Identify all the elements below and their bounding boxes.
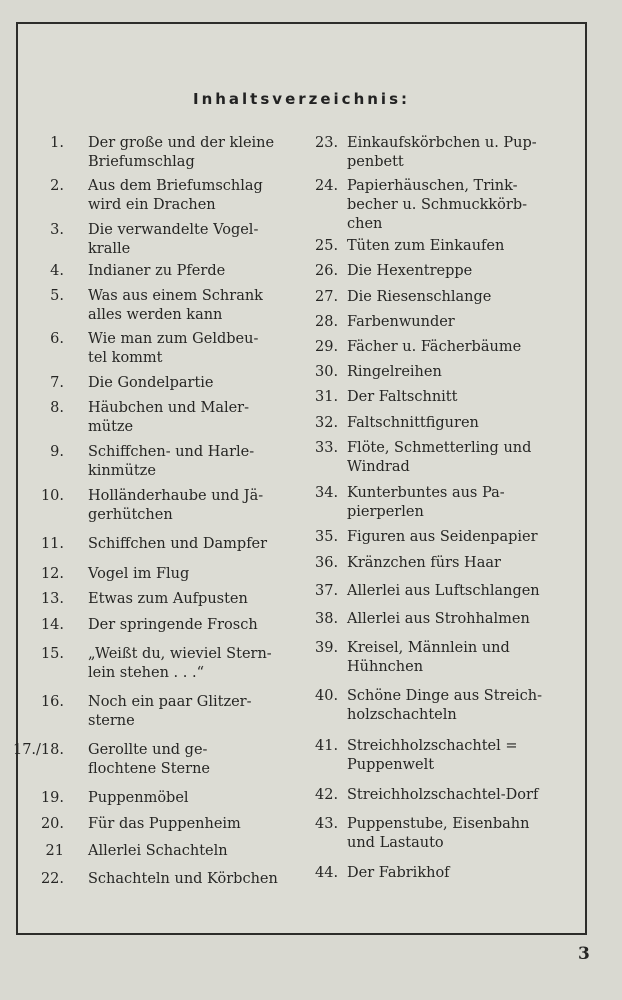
toc-entry-title-line: Indianer zu Pferde xyxy=(88,263,226,279)
toc-entry-title-line: Etwas zum Aufpusten xyxy=(88,591,248,607)
toc-entry-number: 39. xyxy=(315,640,339,656)
toc-entry-number: 27. xyxy=(315,289,339,305)
toc-entry-number: 7. xyxy=(50,375,64,391)
toc-entry-title-line: Die Hexentreppe xyxy=(347,263,473,279)
toc-entry-number: 30. xyxy=(315,364,339,380)
toc-entry-number: 10. xyxy=(40,488,64,504)
toc-entry-number: 36. xyxy=(315,555,339,571)
toc-entry-number: 22. xyxy=(40,871,64,887)
toc-entry-title-line: Hühnchen xyxy=(347,659,424,675)
toc-entry-title-line: tel kommt xyxy=(88,350,163,366)
toc-entry-title-line: Allerlei aus Strohhalmen xyxy=(347,611,530,627)
toc-entry-title-line: Faltschnittfiguren xyxy=(347,415,479,431)
toc-entry-title-line: Die Gondelpartie xyxy=(88,375,214,391)
toc-entry-title-line: Die Riesenschlange xyxy=(347,289,492,305)
toc-entry-title-line: Figuren aus Seidenpapier xyxy=(347,529,538,545)
toc-entry-title-line: wird ein Drachen xyxy=(88,197,216,213)
toc-entry-title-line: mütze xyxy=(88,419,134,435)
toc-entry-number: 1. xyxy=(50,135,64,151)
toc-entry-number: 34. xyxy=(315,485,339,501)
toc-entry-title-line: Häubchen und Maler- xyxy=(88,400,250,416)
toc-entry-number: 2. xyxy=(50,178,64,194)
toc-entry-title-line: Tüten zum Einkaufen xyxy=(347,238,505,254)
toc-entry-number: 19. xyxy=(40,790,64,806)
toc-entry-number: 35. xyxy=(315,529,339,545)
toc-entry-title-line: flochtene Sterne xyxy=(88,761,210,777)
toc-entry-title-line: Was aus einem Schrank xyxy=(88,288,263,304)
toc-entry-title-line: Der springende Frosch xyxy=(88,617,258,633)
toc-entry-title-line: sterne xyxy=(88,713,135,729)
toc-entry-title-line: Papierhäuschen, Trink- xyxy=(347,178,518,194)
toc-entry-title-line: lein stehen . . .“ xyxy=(88,665,204,681)
toc-entry-number: 38. xyxy=(315,611,339,627)
toc-entry-title-line: Farbenwunder xyxy=(347,314,455,330)
toc-entry-title-line: kralle xyxy=(88,241,131,257)
toc-entry-title-line: Für das Puppenheim xyxy=(88,816,241,832)
toc-entry-title-line: Puppenstube, Eisenbahn xyxy=(347,816,530,832)
toc-entry-title-line: Schiffchen- und Harle- xyxy=(88,444,255,460)
toc-entry-title-line: Schachteln und Körbchen xyxy=(88,871,278,887)
toc-entry-title-line: Vogel im Flug xyxy=(88,566,190,582)
toc-entry-number: 16. xyxy=(40,694,64,710)
toc-entry-title-line: und Lastauto xyxy=(347,835,444,851)
toc-entry-number: 43. xyxy=(315,816,339,832)
toc-entry-title-line: Briefumschlag xyxy=(88,154,195,170)
toc-entry-title-line: Schiffchen und Dampfer xyxy=(88,536,268,552)
toc-entry-title-line: Schöne Dinge aus Streich- xyxy=(347,688,543,704)
toc-title: Inhaltsverzeichnis: xyxy=(192,90,410,108)
toc-entry-number: 12. xyxy=(40,566,64,582)
toc-entry-number: 26. xyxy=(315,263,339,279)
toc-entry-title-line: alles werden kann xyxy=(88,307,223,323)
toc-entry-number: 44. xyxy=(315,865,339,881)
toc-entry-number: 14. xyxy=(40,617,64,633)
toc-entry-title-line: Kreisel, Männlein und xyxy=(347,640,510,656)
toc-entry-number: 31. xyxy=(315,389,339,405)
toc-entry-number: 33. xyxy=(315,440,339,456)
toc-entry-number: 3. xyxy=(50,222,64,238)
toc-entry-title-line: Flöte, Schmetterling und xyxy=(347,440,532,456)
toc-entry-title-line: Puppenmöbel xyxy=(88,790,189,806)
toc-entry-title-line: becher u. Schmuckkörb- xyxy=(347,197,528,213)
toc-entry-title-line: Streichholzschachtel = xyxy=(347,738,518,754)
toc-entry-number: 25. xyxy=(315,238,339,254)
toc-entry-title-line: kinmütze xyxy=(88,463,156,479)
toc-entry-number: 8. xyxy=(50,400,64,416)
toc-entry-title-line: Die verwandelte Vogel- xyxy=(88,222,259,238)
toc-entry-title-line: Puppenwelt xyxy=(347,757,435,773)
toc-entry-title-line: Fächer u. Fächerbäume xyxy=(347,339,522,355)
toc-entry-number: 11. xyxy=(40,536,64,552)
toc-entry-title-line: Einkaufskörbchen u. Pup- xyxy=(347,135,537,151)
toc-entry-title-line: Ringelreihen xyxy=(347,364,442,380)
toc-entry-number: 42. xyxy=(315,787,339,803)
toc-entry-number: 15. xyxy=(40,646,64,662)
toc-entry-number: 4. xyxy=(50,263,64,279)
toc-entry-number: 21 xyxy=(45,843,64,859)
toc-entry-number: 5. xyxy=(50,288,64,304)
toc-entry-title-line: Allerlei Schachteln xyxy=(88,843,228,859)
toc-entry-number: 28. xyxy=(315,314,339,330)
toc-entry-title-line: Noch ein paar Glitzer- xyxy=(88,694,252,710)
toc-entry-number: 40. xyxy=(315,688,339,704)
toc-entry-number: 41. xyxy=(315,738,339,754)
toc-entry-number: 24. xyxy=(315,178,339,194)
toc-entry-title-line: chen xyxy=(347,216,383,232)
toc-entry-title-line: Der große und der kleine xyxy=(88,135,275,151)
toc-entry-number: 13. xyxy=(40,591,64,607)
toc-entry-title-line: Gerollte und ge- xyxy=(88,742,208,758)
toc-entry-number: 20. xyxy=(40,816,64,832)
toc-entry-title-line: Streichholzschachtel-Dorf xyxy=(347,787,539,803)
toc-entry-title-line: Holländerhaube und Jä- xyxy=(88,488,264,504)
toc-entry-title-line: pierperlen xyxy=(347,504,424,520)
toc-entry-title-line: Der Faltschnitt xyxy=(347,389,458,405)
toc-entry-title-line: Windrad xyxy=(347,459,410,475)
toc-entry-title-line: Aus dem Briefumschlag xyxy=(88,178,263,194)
toc-entry-title-line: Der Fabrikhof xyxy=(347,865,450,881)
toc-entry-number: 23. xyxy=(315,135,339,151)
toc-entry-number: 6. xyxy=(50,331,64,347)
toc-entry-title-line: Kunterbuntes aus Pa- xyxy=(347,485,505,501)
toc-entry-number: 29. xyxy=(315,339,339,355)
toc-entry-title-line: penbett xyxy=(347,154,404,170)
toc-entry-number: 17./18. xyxy=(12,742,64,758)
toc-entry-title-line: holzschachteln xyxy=(347,707,457,723)
toc-entry-title-line: Kränzchen fürs Haar xyxy=(347,555,501,571)
toc-entry-number: 32. xyxy=(315,415,339,431)
toc-entry-number: 9. xyxy=(50,444,64,460)
toc-entry-title-line: Allerlei aus Luftschlangen xyxy=(347,583,540,599)
toc-entry-title-line: „Weißt du, wieviel Stern- xyxy=(88,646,272,662)
page-number: 3 xyxy=(578,944,590,964)
toc-entry-title-line: Wie man zum Geldbeu- xyxy=(88,331,259,347)
toc-entry-title-line: gerhütchen xyxy=(88,507,173,523)
toc-entry-number: 37. xyxy=(315,583,339,599)
